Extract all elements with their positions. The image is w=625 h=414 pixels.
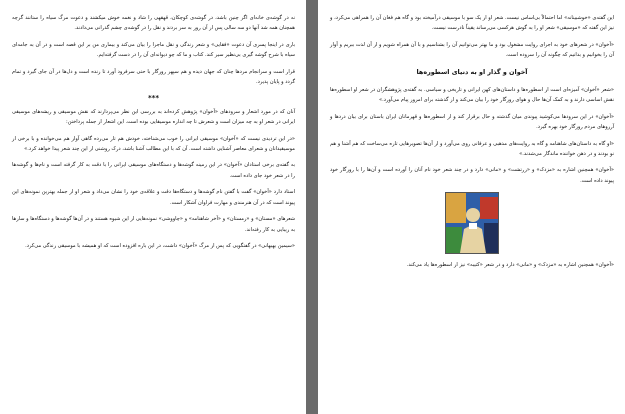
right-paragraph-4: «آخوان» در این سرودها می‌کوشید پیوندی میان گذشته و حال برقرار کند و از اسطوره‌ها و قهرمانان ایران باستان برای بیان دردها و آرزوهای مردم روزگار خود بهره گیرد. xyxy=(330,113,614,131)
photo-bg-3 xyxy=(480,197,498,219)
photo-bg-4 xyxy=(446,227,462,253)
portrait-photo-icon xyxy=(446,193,498,253)
right-page xyxy=(318,0,625,414)
section-divider-stars: *** xyxy=(148,94,159,103)
right-paragraph-6: «آخوان» همچنین اشاره به «مزدک» و «زرتشت» و «مانی» دارد و در چند شعر خود نام آنان را آورده است و آن‌ها را با روزگار خود پیوند داده است. xyxy=(330,167,614,184)
photo-bg-5 xyxy=(484,223,498,253)
portrait-photo xyxy=(445,192,499,254)
right-footer-line: «آخوان» همچنین اشاره به «مزدک» و «مانی» دارد و در شعر «کتیبه» نیز از اسطوره‌ها یاد می‌کند. xyxy=(406,262,614,269)
photo-bg-2 xyxy=(446,193,466,223)
figure-head xyxy=(466,208,480,222)
page-gutter xyxy=(306,0,318,414)
right-paragraph-2: «آخوان» در شعرهای خود به اجرای روایت مشغول بود و ما بهتر می‌توانیم آن را بشناسیم و با آن همراه شویم و از آن لذت ببریم و آواز آن را بخوانیم و بدانیم که چگونه آن را سروده است. xyxy=(330,41,614,59)
left-paragraph-6: به گفته‌ی برخی استادان «آخوان» در این زمینه گوشه‌ها و دستگاه‌های موسیقی ایرانی را با دقت به کار گرفته است و نام‌ها و گوشه‌ها را در شعر خود جای داده است. xyxy=(12,162,295,179)
left-page xyxy=(0,0,306,414)
left-paragraph-8: شعرهای «مستان» و «زمستان» و «آخر شاهنامه» و «چاووشی» نمونه‌هایی از این شیوه هستند و در آن‌ها گوشه‌ها و دستگاه‌ها و سازها به زیبایی به کار رفته‌اند. xyxy=(12,216,295,233)
left-paragraph-9: «سیمین بهبهانی» در گفتگویی که پس از مرگ «آخوان» داشت، در این باره افزوده است که او همیشه با موسیقی زندگی می‌کرد. xyxy=(25,242,295,249)
left-paragraph-5: «در این تردیدی نیست که «آخوان» موسیقی ایرانی را خوب می‌شناخته، خودش هم تار می‌زده گاهی آواز هم می‌خوانده و با برخی از موسیقیدانان و شعرای معاصر آشنایی داشته است. آن که با این مطالب آشنا باشد، درک روشنی از این چند شعر پیدا خواهد کرد.» xyxy=(12,135,295,153)
right-paragraph-5: «او گاه به داستان‌های شاهنامه و گاه به روایت‌های مذهبی و عرفانی روی می‌آورد و از آن‌ها تصویرهایی تازه می‌ساخت که هم آشنا و هم نو بودند و در ذهن خواننده ماندگار می‌شدند.» xyxy=(330,140,614,158)
left-paragraph-7: استاد دارد «آخوان» گفت با گفتن نام گوشه‌ها و دستگاه‌ها دقت و علاقه‌ی خود را نشان می‌داد و شعر او از جمله بهترین نمونه‌های این پیوند است که در آن هنرمندی و مهارت فراوان آشکار است. xyxy=(12,189,295,206)
left-paragraph-1: نه در گوشه‌ی خانه‌ای اگر چنین باشد، در گوشه‌ی کوچکان، قهقهی را شاد و نغمه خوش میکشند و دعوت مرگ سیاه را ستانند گرچه همچنان همه شد آنها دو سه سالی پس از آن روز به سر بردند و نقل را در گوشه‌ی چشم گذرانی می‌دادند. xyxy=(12,15,295,32)
left-paragraph-4: آنان که در مورد اشعار و سرودهای «آخوان» پژوهش کرده‌اند به بررسی این نظر می‌پردازند که نقش موسیقی و ریشه‌های موسیقی ایرانی در شعر او به چه میزان است و شعرش تا چه اندازه موسیقایی بوده است. این اشعار از جمله پرداختن: xyxy=(12,108,295,126)
left-paragraph-3: قرار است و سرانجام مردها چنان که جهان دیده و هم سپهر روزگار با حتی سرفرود آورد تا زنده است و دل‌ها در آن جای گیرد و تمام گردد و پایان پذیرد. xyxy=(12,68,295,86)
right-paragraph-3: «شعر «آخوان» آمیزه‌ای است از اسطوره‌ها و داستان‌های کهن ایرانی و تاریخی و سیاسی. به گفته‌ی پژوهشگران در شعر او اسطوره‌ها نقش اساسی دارند و به کمک آن‌ها حال و هوای روزگار خود را بیان می‌کند و از گذشته برای امروز پیام می‌آورد.» xyxy=(330,87,614,104)
figure-collar xyxy=(469,223,477,229)
figure-body xyxy=(460,226,486,253)
left-paragraph-2: باری در اینجا پسری آن دعوت «فقایی» و شعر زندگی و نقل ماجرا را بیان می‌کند و بیماری من بر این قصه است و در آن به جامه‌ای سیاه با شرح گوشه گیری بی‌نظیر سیر کند. کتاب و ما که چو دیوانه‌ای آن را در دست گرفته‌ایم. xyxy=(12,41,295,59)
right-paragraph-1: این گفته‌ی «خوشبینانه» اما احتمالاً بی‌اساس نیست. شعر او از یک سو با موسیقی درآمیخته بود و گاه هم فغان آن را همراهی می‌کرد، و نیز این گفته که «موسیقی» شعر او را به گوش هرکسی می‌رساند یقیناً نادرست نیست. xyxy=(330,15,614,32)
section-heading: آخوان و گذار او به دنیای اسطوره‌ها xyxy=(416,67,528,76)
